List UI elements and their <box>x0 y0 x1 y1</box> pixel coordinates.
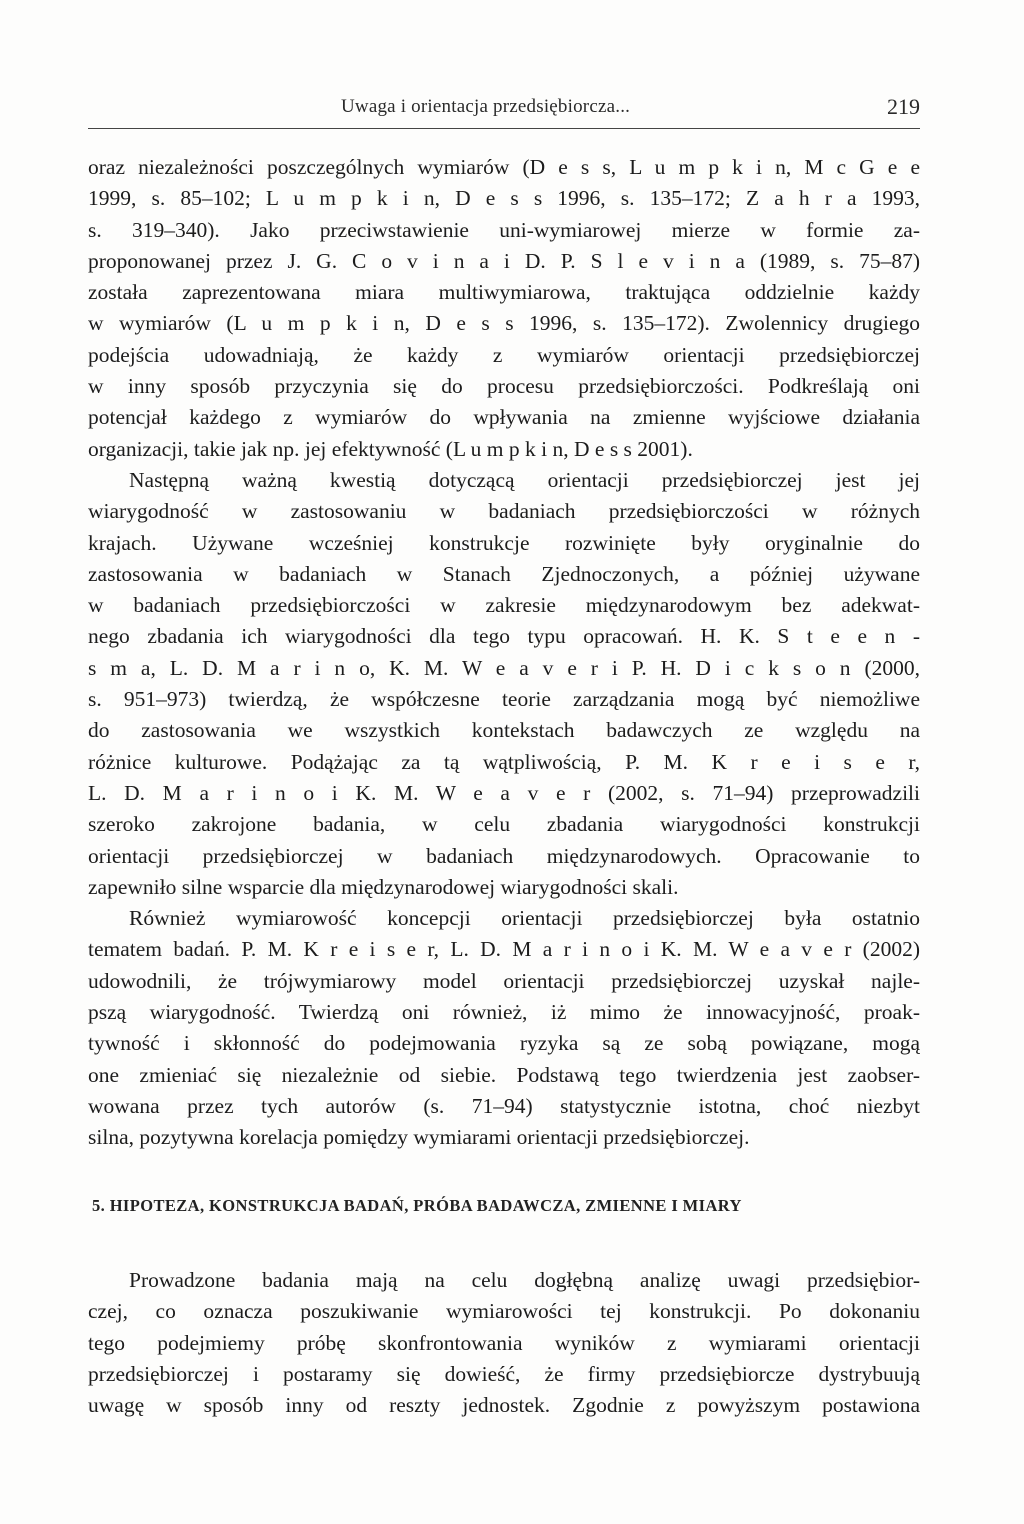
text-line: tywność i skłonność do podejmowania ryzyka są ze sobą powiązane, mogą <box>88 1031 920 1056</box>
text-line: tego podejmiemy próbę skonfrontowania wyników z wymiarami orientacji <box>88 1330 920 1355</box>
text-line: nego zbadania ich wiarygodności dla tego typu opracowań. H. K. S t e e n - <box>88 624 920 649</box>
text-line: uwagę w sposób inny od reszty jednostek. Zgodnie z powyższym postawiona <box>88 1393 920 1418</box>
text-line: wiarygodność w zastosowaniu w badaniach przedsiębiorczości w różnych <box>88 499 920 524</box>
text-line: zapewniło silne wsparcie dla międzynarodowej wiarygodności skali. <box>88 874 679 899</box>
page-number: 219 <box>887 94 920 119</box>
text-line: tematem badań. P. M. K r e i s e r, L. D. M a r i n o i K. M. W e a v e r (2002) <box>88 937 920 962</box>
text-line: L. D. M a r i n o i K. M. W e a v e r (2002, s. 71–94) przeprowadzili <box>88 780 920 805</box>
text-line: do zastosowania we wszystkich kontekstach badawczych ze względu na <box>88 718 920 743</box>
text-line: podejścia udowadniają, że każdy z wymiarów orientacji przedsiębiorczej <box>88 342 920 367</box>
text-line: udowodnili, że trójwymiarowy model orientacji przedsiębiorczej uzyskał najle- <box>88 968 920 993</box>
text-line: Prowadzone badania mają na celu dogłębną analizę uwagi przedsiębior- <box>129 1268 920 1292</box>
paragraph <box>88 152 920 465</box>
text-line: wowana przez tych autorów (s. 71–94) statystycznie istotna, choć niezbyt <box>88 1093 920 1118</box>
text-line: przedsiębiorczej i postaramy się dowieść, że firmy przedsiębiorcze dystrybuują <box>88 1361 920 1386</box>
text-line: orientacji przedsiębiorczej w badaniach międzynarodowych. Opracowanie to <box>88 843 920 868</box>
text-line: różnice kulturowe. Podążając za tą wątpliwością, P. M. K r e i s e r, <box>88 749 920 774</box>
text-line: oraz niezależności poszczególnych wymiarów (D e s s, L u m p k i n, M c G e e <box>88 155 920 179</box>
running-title: Uwaga i orientacja przedsiębiorcza... <box>341 96 631 117</box>
text-line: Następną ważną kwestią dotyczącą orientacji przedsiębiorczej jest jej <box>129 467 920 492</box>
text-line: Również wymiarowość koncepcji orientacji przedsiębiorczej była ostatnio <box>129 906 920 931</box>
text-line: w inny sposób przyczynia się do procesu przedsiębiorczości. Podkreślają oni <box>88 374 920 399</box>
text-line: szeroko zakrojone badania, w celu zbadania wiarygodności konstrukcji <box>88 812 920 837</box>
text-line: one zmieniać się niezależnie od siebie. Podstawą tego twierdzenia jest zaobser- <box>88 1062 920 1087</box>
text-line: potencjał każdego z wymiarów do wpływania na zmienne wyjściowe działania <box>88 405 920 430</box>
text-line: s. 951–973) twierdzą, że współczesne teorie zarządzania mogą być niemożliwe <box>88 687 920 712</box>
text-line: została zaprezentowana miara multiwymiarowa, traktująca oddzielnie każdy <box>88 280 920 305</box>
text-line: krajach. Używane wcześniej konstrukcje rozwinięte były oryginalnie do <box>88 530 920 555</box>
text-line: w badaniach przedsiębiorczości w zakresie międzynarodowym bez adekwat- <box>88 593 920 618</box>
text-line: organizacji, takie jak np. jej efektywność (L u m p k i n, D e s s 2001). <box>88 436 693 461</box>
text-line: silna, pozytywna korelacja pomiędzy wymiarami orientacji przedsiębiorczej. <box>88 1125 750 1150</box>
text-line: proponowanej przez J. G. C o v i n a i D. P. S l e v i n a (1989, s. 75–87) <box>88 248 920 273</box>
text-line: pszą wiarygodność. Twierdzą oni również, iż mimo że innowacyjność, proak- <box>88 1000 920 1025</box>
body-text-bottom <box>88 1265 920 1421</box>
paragraph <box>88 1265 920 1421</box>
text-line: czej, co oznacza poszukiwanie wymiarowości tej konstrukcji. Po dokonaniu <box>88 1299 920 1324</box>
paragraph <box>88 903 920 1153</box>
body-text-top <box>88 152 920 1154</box>
text-line: 1999, s. 85–102; L u m p k i n, D e s s 1996, s. 135–172; Z a h r a 1993, <box>88 186 920 211</box>
paragraph <box>88 465 920 903</box>
text-line: s. 319–340). Jako przeciwstawienie uni-wymiarowej mierze w formie za- <box>88 217 920 242</box>
text-line: s m a, L. D. M a r i n o, K. M. W e a v e r i P. H. D i c k s o n (2000, <box>88 655 920 680</box>
text-line: zastosowania w badaniach w Stanach Zjednoczonych, a później używane <box>88 561 920 586</box>
section-heading: 5. HIPOTEZA, KONSTRUKCJA BADAŃ, PRÓBA BADAWCZA, ZMIENNE I MIARY <box>92 1196 742 1215</box>
running-header <box>88 94 920 129</box>
text-line: w wymiarów (L u m p k i n, D e s s 1996, s. 135–172). Zwolennicy drugiego <box>88 311 920 336</box>
